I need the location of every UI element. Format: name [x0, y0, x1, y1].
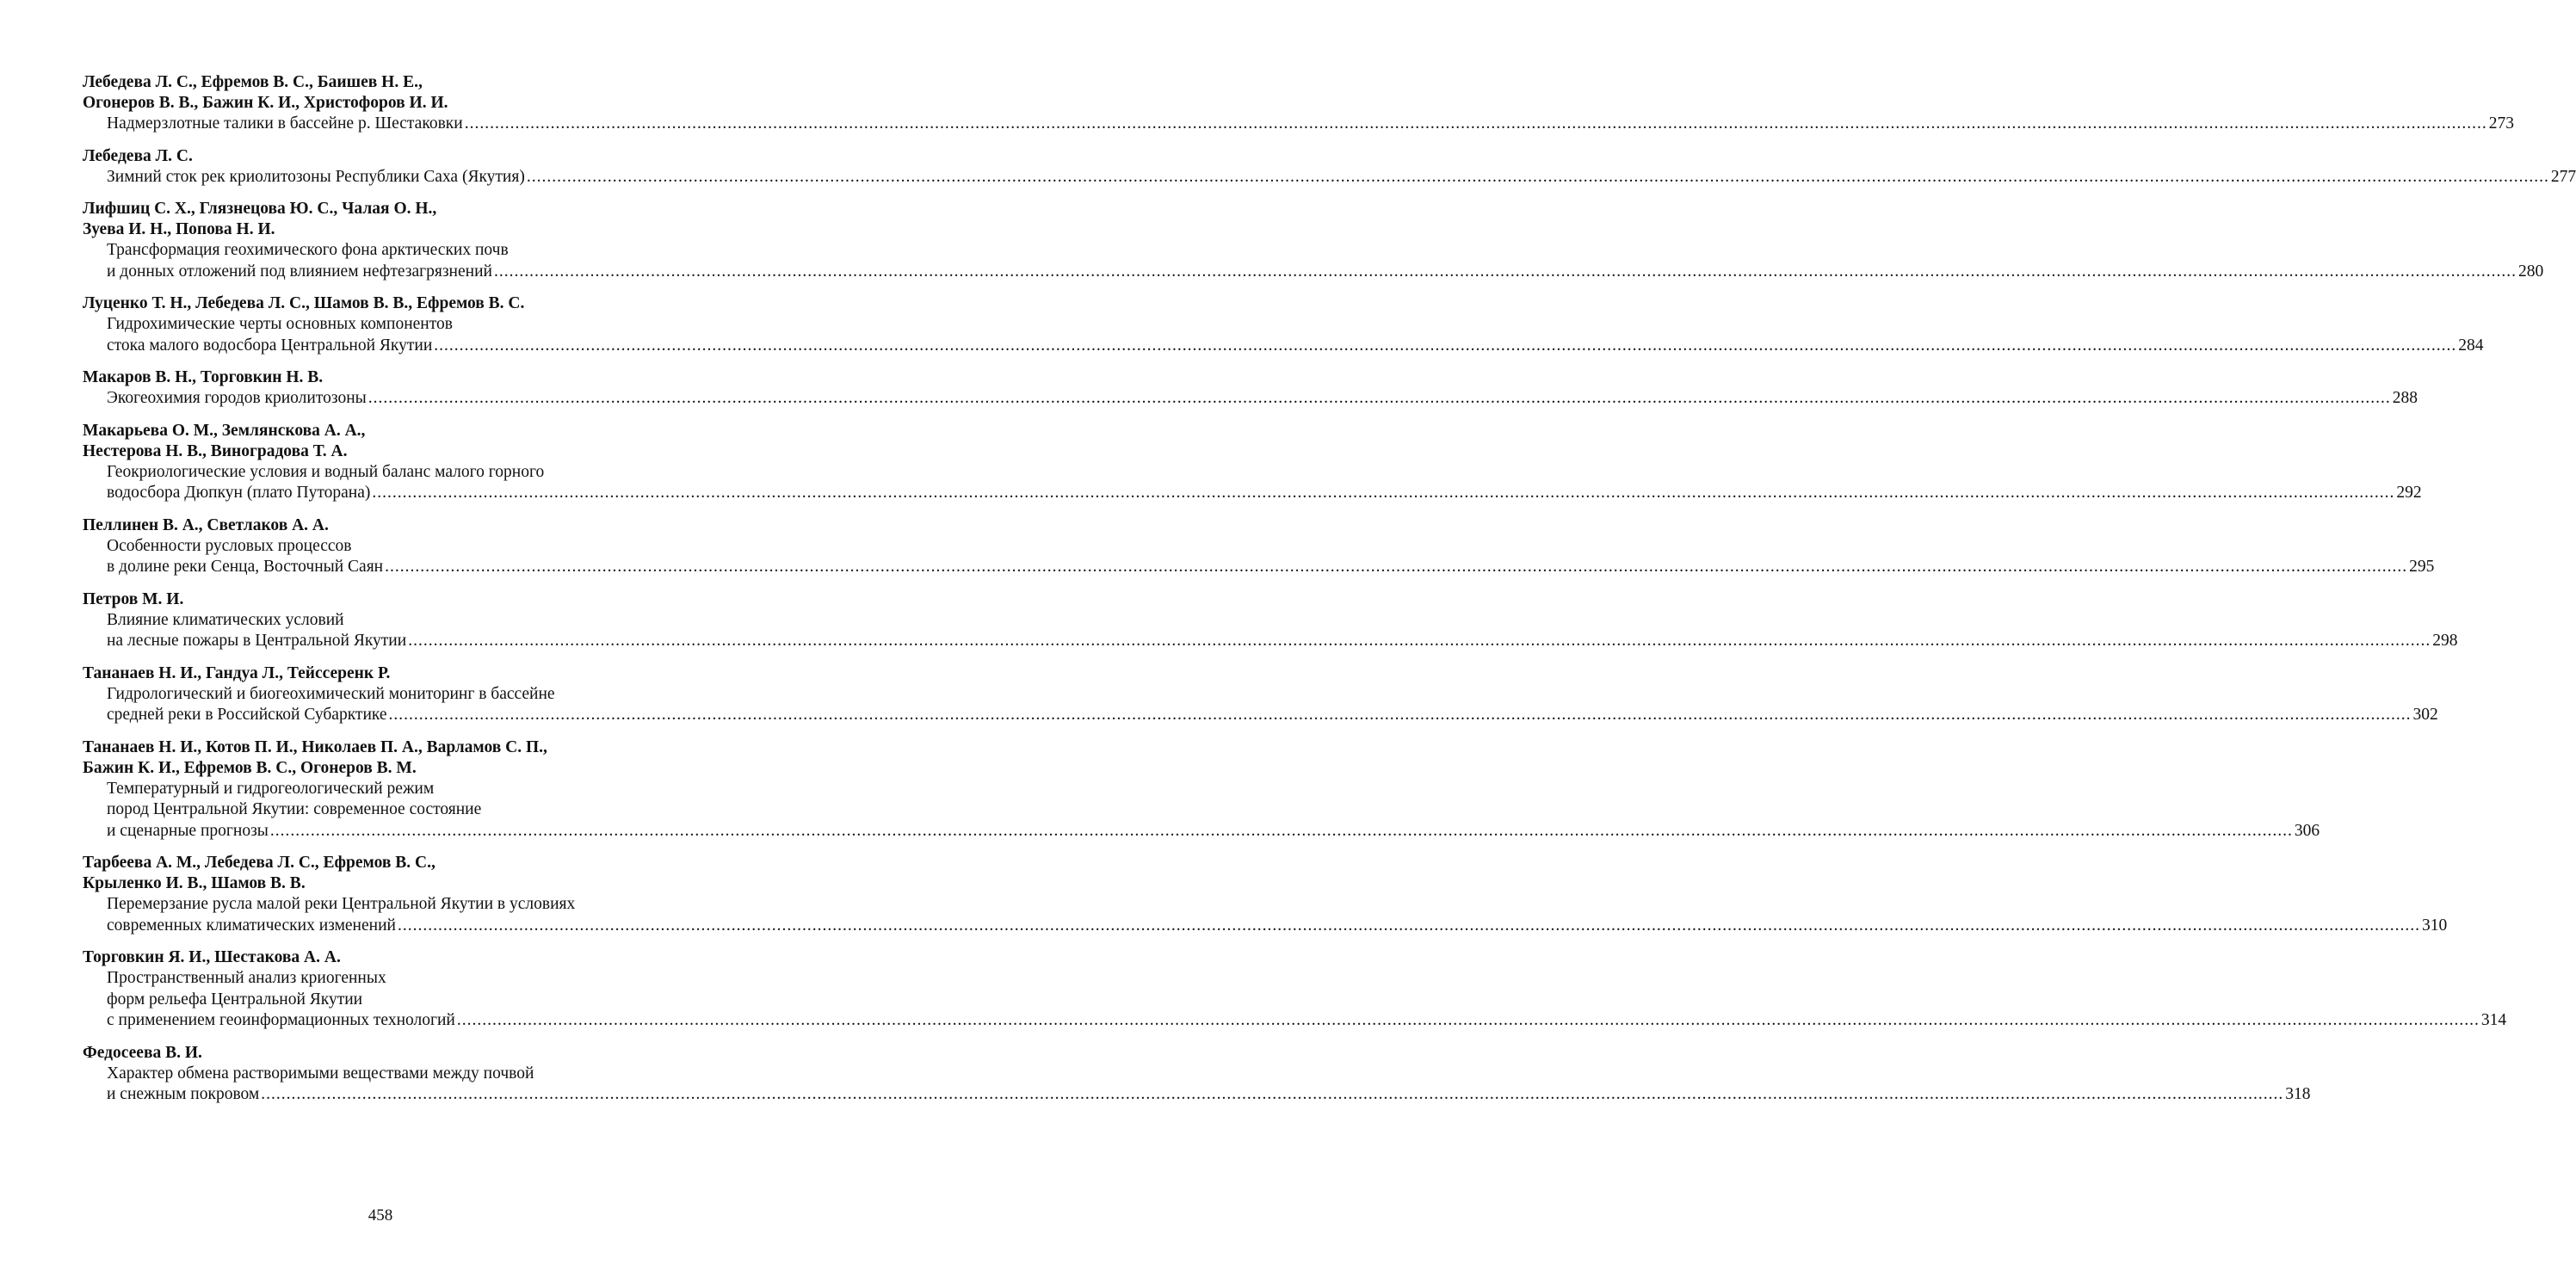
title-line: Особенности русловых процессов — [107, 536, 352, 555]
title-line: и сценарные прогнозы — [107, 821, 269, 840]
title-line: Влияние климатических условий — [107, 610, 344, 629]
entry-authors — [83, 367, 723, 388]
title-line: Надмерзлотные талики в бассейне р. Шестаковки — [107, 114, 463, 133]
author-line: Макарьева О. М., Землянскова А. А., — [83, 421, 366, 440]
entry-page-number: 288 — [2392, 389, 2418, 407]
entry-authors — [83, 663, 723, 684]
entry-page-number: 314 — [2480, 1011, 2507, 1029]
entry-page-number: 295 — [2409, 558, 2435, 576]
entry-authors — [83, 293, 723, 314]
author-line: Федосеева В. И. — [83, 1043, 202, 1062]
dot-leader: ................................................................................................................................................................................................................................................................................................................................................................................................................ — [269, 821, 2293, 840]
entry-title — [83, 894, 2448, 936]
author-line: Лебедева Л. С. — [83, 146, 193, 165]
entry-page-number: 310 — [2421, 916, 2448, 935]
author-line: Лебедева Л. С., Ефремов В. С., Баишев Н. Е., — [83, 73, 423, 91]
entry-authors — [83, 515, 723, 536]
entry-authors — [83, 853, 723, 894]
author-line: Огонеров В. В., Бажин К. И., Христофоров И. И. — [83, 94, 448, 112]
toc-entry — [83, 199, 2544, 282]
title-line: на лесные пожары в Центральной Якутии — [107, 632, 407, 650]
title-last-line — [107, 336, 2484, 357]
entry-page-number: 318 — [2285, 1085, 2311, 1103]
entry-authors — [83, 1043, 723, 1064]
title-line: и снежным покровом — [107, 1085, 260, 1103]
author-line: Луценко Т. Н., Лебедева Л. С., Шамов В. В., Ефремов В. С. — [83, 294, 525, 312]
toc-entry — [83, 146, 2576, 188]
author-line: Лифшиц С. Х., Глязнецова Ю. С., Чалая О. Н., — [83, 200, 437, 218]
dot-leader: ................................................................................................................................................................................................................................................................................................................................................................................................................ — [526, 167, 2549, 186]
toc-entry — [83, 367, 2418, 410]
entry-title — [83, 388, 2418, 410]
entry-authors — [83, 589, 723, 610]
title-line: Перемерзание русла малой реки Центральной Якутии в условиях — [107, 895, 576, 913]
author-line: Тарбеева А. М., Лебедева Л. С., Ефремов В. С., — [83, 854, 436, 872]
entry-page-number: 273 — [2488, 114, 2514, 133]
entry-title — [83, 314, 2484, 356]
dot-leader: ................................................................................................................................................................................................................................................................................................................................................................................................................ — [397, 916, 2420, 935]
title-line: водосбора Дюпкун (плато Путорана) — [107, 484, 371, 502]
title-line: стока малого водосбора Центральной Якутии — [107, 336, 433, 355]
title-line: и донных отложений под влиянием нефтезагрязнений — [107, 262, 492, 281]
entry-title — [83, 114, 2514, 135]
title-last-line — [107, 114, 2514, 135]
dot-leader: ................................................................................................................................................................................................................................................................................................................................................................................................................ — [493, 262, 2517, 281]
title-line: современных климатических изменений — [107, 916, 396, 935]
dot-leader: ................................................................................................................................................................................................................................................................................................................................................................................................................ — [261, 1085, 2284, 1103]
entry-authors — [83, 947, 723, 968]
title-line: Температурный и гидрогеологический режим — [107, 779, 435, 798]
author-line: Бажин К. И., Ефремов В. С., Огонеров В. М. — [83, 758, 417, 777]
entry-page-number: 298 — [2432, 632, 2458, 650]
entry-authors — [83, 199, 723, 240]
title-line: средней реки в Российской Субарктике — [107, 706, 387, 724]
dot-leader: ................................................................................................................................................................................................................................................................................................................................................................................................................ — [385, 558, 2408, 576]
dot-leader: ................................................................................................................................................................................................................................................................................................................................................................................................................ — [456, 1011, 2480, 1029]
title-line: Экогеохимия городов криолитозоны — [107, 389, 367, 407]
entry-authors — [83, 72, 723, 114]
table-of-contents — [83, 72, 2576, 1117]
author-line: Торговкин Я. И., Шестакова А. А. — [83, 948, 341, 966]
entry-page-number: 292 — [2396, 484, 2422, 502]
entry-title — [83, 779, 2320, 842]
toc-entry — [83, 421, 2422, 504]
toc-entry — [83, 589, 2458, 652]
author-line: Нестерова Н. В., Виноградова Т. А. — [83, 441, 348, 460]
title-last-line — [107, 916, 2448, 937]
title-line: в долине реки Сенца, Восточный Саян — [107, 558, 384, 576]
dot-leader: ................................................................................................................................................................................................................................................................................................................................................................................................................ — [388, 706, 2412, 724]
entry-title — [83, 968, 2507, 1032]
entry-title — [83, 684, 2438, 726]
title-last-line — [107, 262, 2544, 283]
title-line: форм рельефа Центральной Якутии — [107, 990, 363, 1009]
entry-page-number: 280 — [2517, 262, 2544, 281]
entry-title — [83, 240, 2544, 282]
author-line: Зуева И. Н., Попова Н. И. — [83, 220, 275, 238]
author-line: Крыленко И. В., Шамов В. В. — [83, 874, 306, 892]
toc-entry — [83, 947, 2507, 1032]
dot-leader: ................................................................................................................................................................................................................................................................................................................................................................................................................ — [372, 484, 2395, 502]
title-last-line — [107, 167, 2576, 188]
entry-page-number: 277 — [2550, 167, 2576, 186]
dot-leader: ................................................................................................................................................................................................................................................................................................................................................................................................................ — [464, 114, 2487, 133]
author-line: Петров М. И. — [83, 589, 184, 608]
entry-title — [83, 167, 2576, 188]
dot-leader: ................................................................................................................................................................................................................................................................................................................................................................................................................ — [368, 389, 2391, 407]
title-line: Геокриологические условия и водный баланс малого горного — [107, 462, 545, 481]
title-line: с применением геоинформационных технологий — [107, 1011, 455, 1029]
title-last-line — [107, 821, 2320, 842]
title-last-line — [107, 483, 2422, 504]
title-line: Гидрологический и биогеохимический мониторинг в бассейне — [107, 684, 555, 703]
title-last-line — [107, 388, 2418, 410]
title-line: Характер обмена растворимыми веществами между почвой — [107, 1064, 534, 1083]
title-last-line — [107, 705, 2438, 726]
title-line: Зимний сток рек криолитозоны Республики Саха (Якутия) — [107, 167, 525, 186]
entry-authors — [83, 146, 723, 167]
dot-leader: ................................................................................................................................................................................................................................................................................................................................................................................................................ — [434, 336, 2457, 355]
entry-page-number: 284 — [2458, 336, 2484, 355]
entry-title — [83, 462, 2422, 504]
author-line: Макаров В. Н., Торговкин Н. В. — [83, 368, 324, 386]
toc-entry — [83, 515, 2435, 578]
author-line: Тананаев Н. И., Котов П. И., Николаев П. А., Варламов С. П., — [83, 737, 547, 756]
toc-entry — [83, 853, 2448, 936]
author-line: Тананаев Н. И., Гандуа Л., Тейссеренк Р. — [83, 663, 391, 682]
toc-entry — [83, 293, 2484, 356]
author-line: Пеллинен В. А., Светлаков А. А. — [83, 515, 329, 534]
title-last-line — [107, 1084, 2311, 1106]
title-line: Гидрохимические черты основных компонентов — [107, 315, 453, 333]
title-line: пород Центральной Якутии: современное состояние — [107, 800, 482, 818]
toc-entry — [83, 663, 2438, 726]
title-last-line — [107, 1010, 2507, 1032]
toc-entry — [83, 72, 2514, 135]
entry-title — [83, 1064, 2311, 1106]
title-last-line — [107, 557, 2435, 578]
title-last-line — [107, 631, 2458, 652]
page-number: 458 — [368, 1206, 393, 1225]
entry-authors — [83, 421, 723, 462]
title-line: Трансформация геохимического фона арктических почв — [107, 241, 509, 259]
entry-title — [83, 610, 2458, 652]
toc-entry — [83, 1043, 2311, 1106]
toc-entry — [83, 737, 2320, 842]
title-line: Пространственный анализ криогенных — [107, 969, 386, 987]
entry-authors — [83, 737, 723, 779]
entry-title — [83, 536, 2435, 578]
entry-page-number: 302 — [2412, 706, 2438, 724]
entry-page-number: 306 — [2294, 821, 2320, 840]
dot-leader: ................................................................................................................................................................................................................................................................................................................................................................................................................ — [408, 632, 2431, 650]
